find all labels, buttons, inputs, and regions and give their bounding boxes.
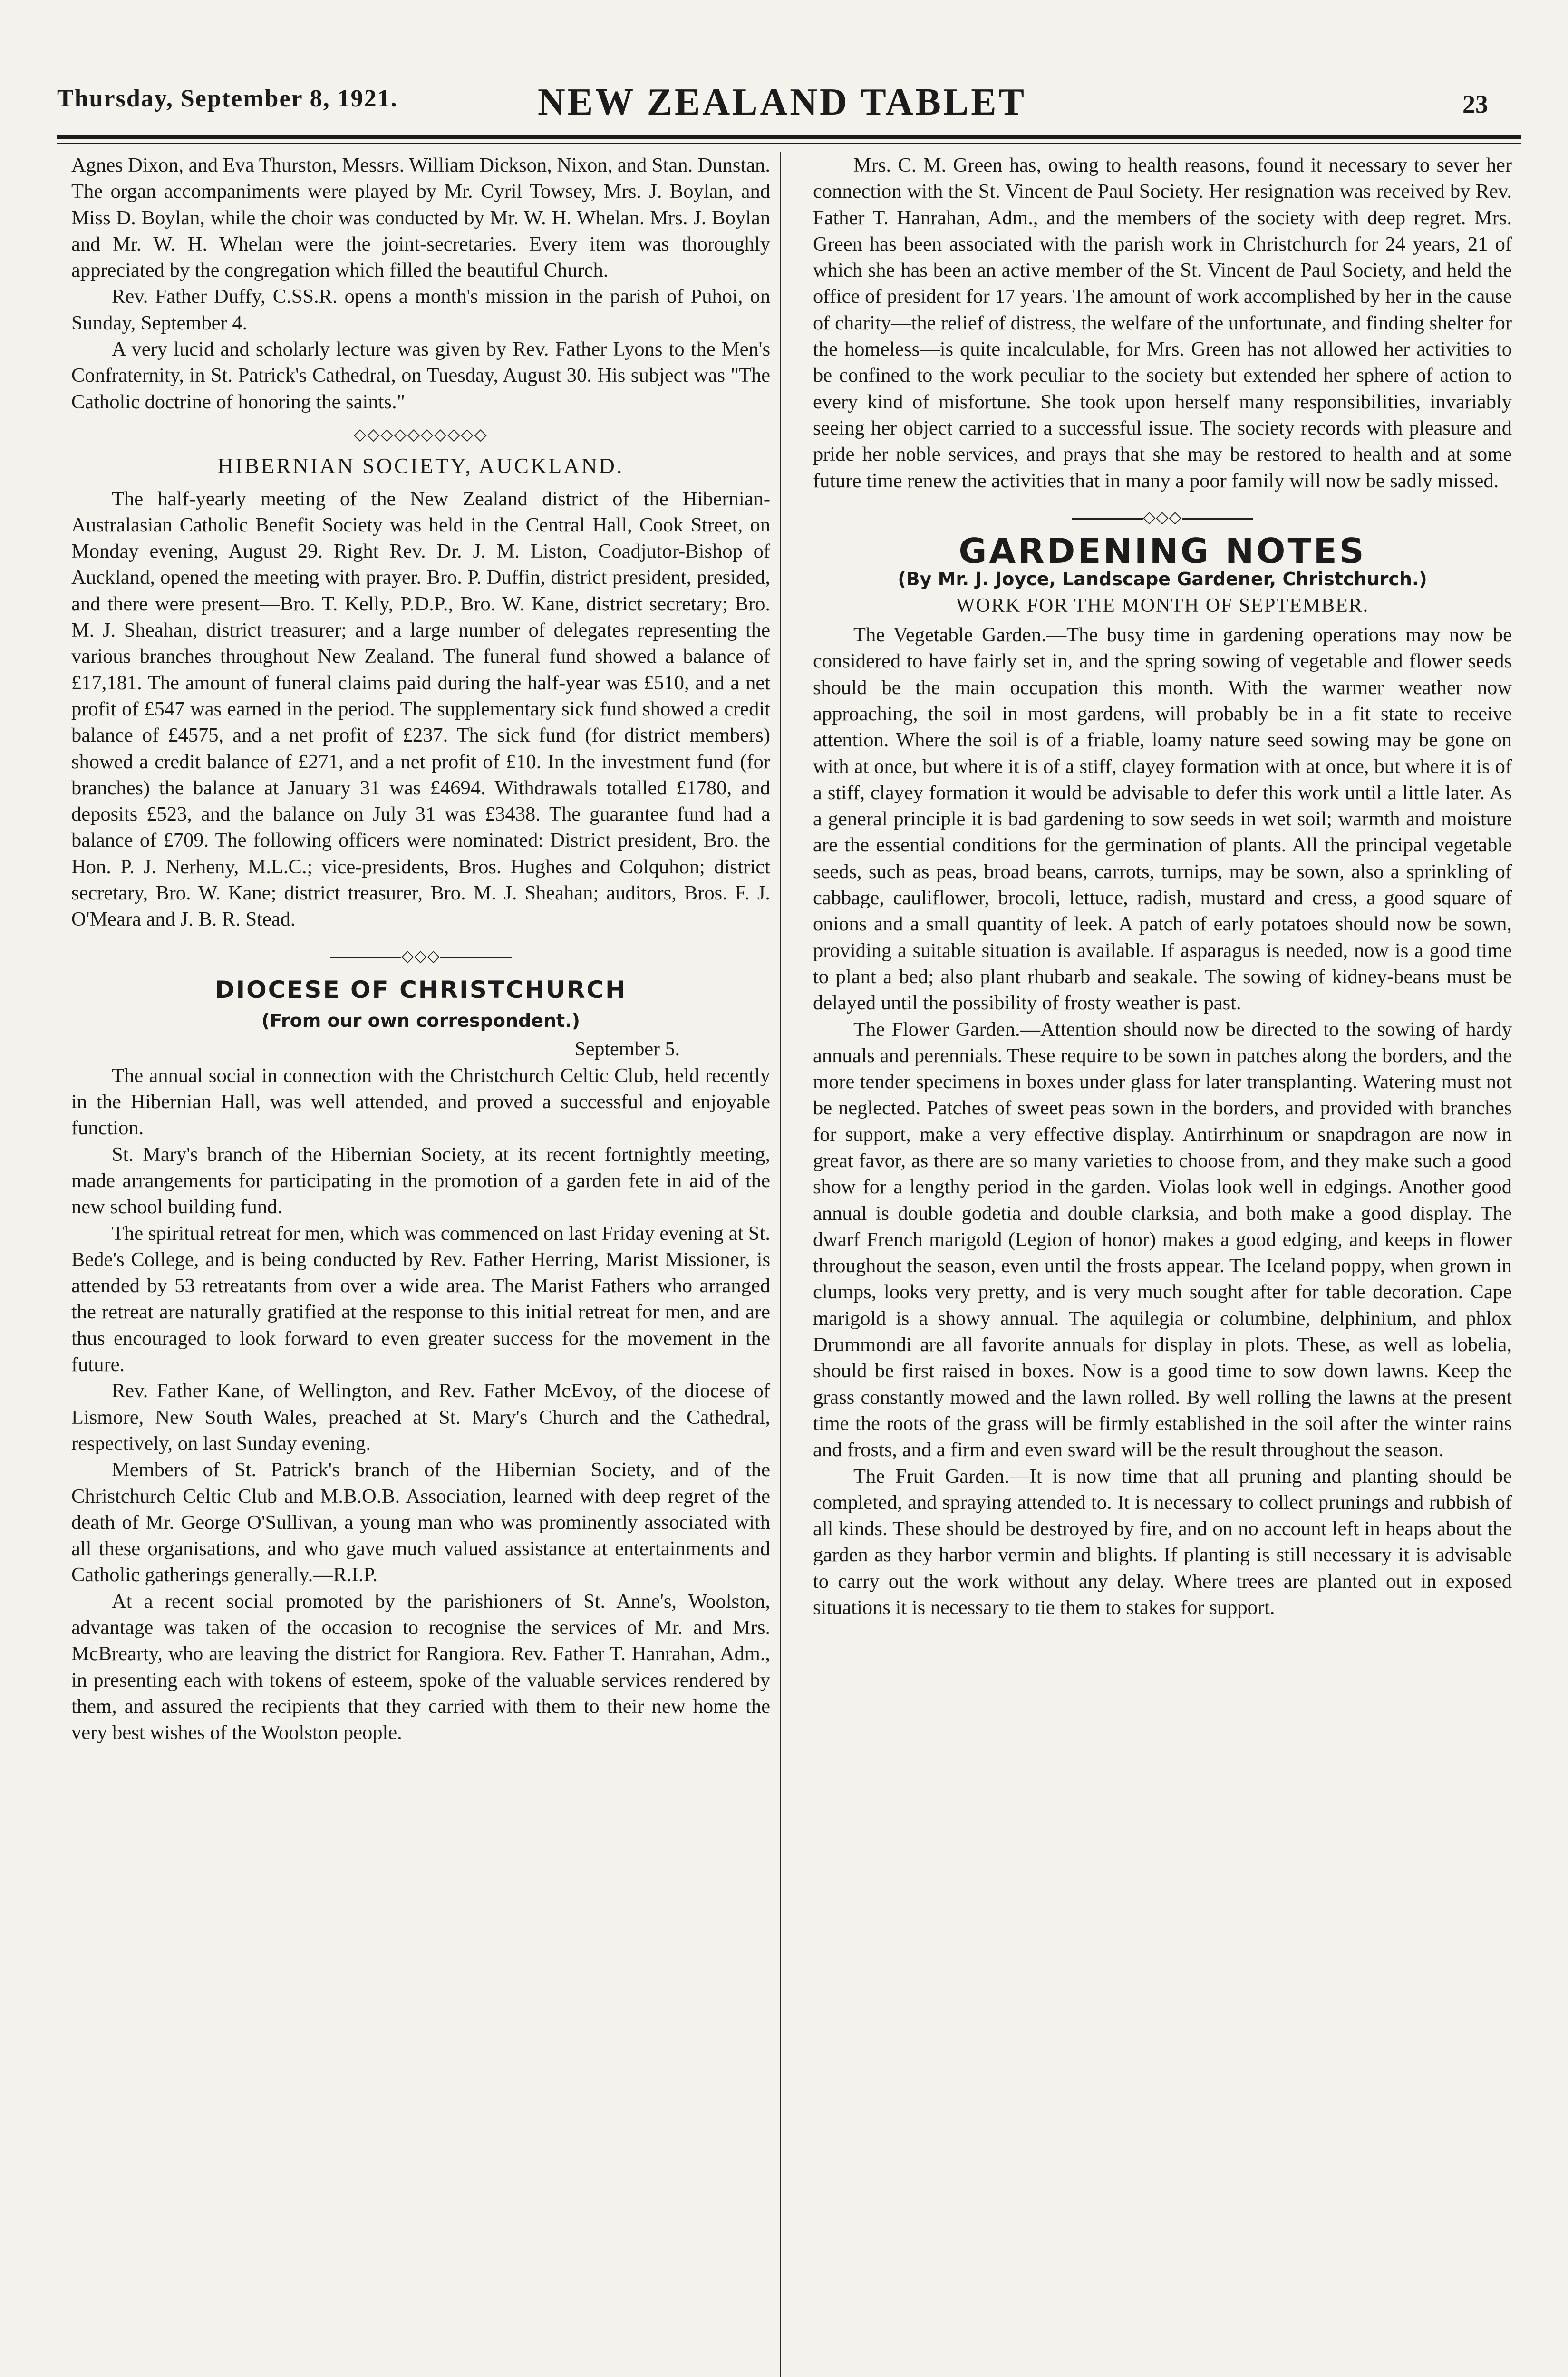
paragraph: Agnes Dixon, and Eva Thurston, Messrs. William Dickson, Nixon, and Stan. Dunstan. The organ accompaniments were played by Mr. Cyril Towsey, Mrs. J. Boylan, and Miss D. Boylan, while the choir was conducted by Mr. W. H. Whelan. Mrs. J. Boylan and Mr. W. H. Whelan were the joint-secretaries. Every item was thoroughly appreciated by the congregation which filled the beautiful Church. [71, 154, 770, 282]
page-header [57, 81, 1507, 133]
dateline: September 5. [574, 1038, 680, 1060]
paragraph: A very lucid and scholarly lecture was given by Rev. Father Lyons to the Men's Confraternity, in St. Patrick's Cathedral, on Tuesday, August 30. His subject was "The Catholic doctrine of honoring the saints." [71, 338, 770, 413]
header-rule [57, 135, 1521, 139]
paragraph: Rev. Father Duffy, C.SS.R. opens a month's mission in the parish of Puhoi, on Sunday, September 4. [71, 285, 770, 334]
paragraph: The annual social in connection with the Christchurch Celtic Club, held recently in the Hibernian Hall, was well attended, and proved a successful and enjoyable function. [71, 1064, 770, 1140]
diamond-ornament: ◇◇◇ [1143, 508, 1182, 526]
paragraph: At a recent social promoted by the parishioners of St. Anne's, Woolston, advantage was taken of the occasion to recognise the services of Mr. and Mrs. McBrearty, who are leaving the district for Rangiora. Rev. Father T. Hanrahan, Adm., in presenting each with tokens of esteem, spoke of the valuable services rendered by them, and assured the recipients that they carried with them to their new home the very best wishes of the Woolston people. [71, 1590, 770, 1744]
section-divider [71, 943, 770, 969]
paragraph: The spiritual retreat for men, which was commenced on last Friday evening at St. Bede's College, and is being conducted by Rev. Father Herring, Marist Missioner, is attended by 53 retreatants from over a wide area. The Marist Fathers who arranged the retreat are naturally gratified at the response to this initial retreat for men, and are thus encouraged to look forward to even greater success for the movement in the future. [71, 1222, 770, 1376]
diocese-subheading: (From our own correspondent.) [261, 1010, 581, 1032]
ornament-divider: ◇◇◇◇◇◇◇◇◇◇ [354, 425, 488, 444]
left-column [71, 152, 770, 1746]
gardening-subheading: WORK FOR THE MONTH OF SEPTEMBER. [956, 594, 1369, 617]
hibernian-heading: HIBERNIAN SOCIETY, AUCKLAND. [217, 454, 624, 478]
column-divider [780, 152, 781, 2377]
paragraph: The half-yearly meeting of the New Zealand district of the Hibernian-Australasian Catholic Benefit Society was held in the Central Hall, Cook Street, on Monday evening, August 29. Right Rev. Dr. J. M. Liston, Coadjutor-Bishop of Auckland, opened the meeting with prayer. Bro. P. Duffin, district president, presided, and there were present—Bro. T. Kelly, P.D.P., Bro. W. Kane, district secretary; Bro. M. J. Sheahan, district treasurer; and a large number of delegates representing the various branches throughout New Zealand. The funeral fund showed a balance of £17,181. The amount of funeral claims paid during the half-year was £510, and a net profit of £547 was earned in the period. The supplementary sick fund showed a credit balance of £4575, and a net profit of £237. The sick fund (for district members) showed a credit balance of £271, and a net profit of £10. In the investment fund (for branches) the balance at January 31 was £4694. Withdrawals totalled £1780, and deposits £523, and the balance on July 31 was £3438. The guarantee fund had a balance of £709. The following officers were nominated: District president, Bro. the Hon. P. J. Nerheny, M.L.C.; vice-presidents, Bros. Hughes and Colquhon; district secretary, Bro. W. Kane; district treasurer, Bro. M. J. Sheahan; auditors, Bros. F. J. O'Meara and J. B. R. Stead. [71, 487, 770, 931]
paragraph: Rev. Father Kane, of Wellington, and Rev. Father McEvoy, of the diocese of Lismore, New South Wales, preached at St. Mary's Church and the Cathedral, respectively, on last Sunday evening. [71, 1380, 770, 1455]
page-number: 23 [1462, 90, 1488, 118]
masthead-title: NEW ZEALAND TABLET [537, 81, 1027, 123]
paragraph: The Fruit Garden.—It is now time that all pruning and planting should be completed, and spraying attended to. It is necessary to collect prunings and rubbish of all kinds. These should be destroyed by fire, and on no account left in heaps about the garden as they harbor vermin and blights. If planting is still necessary it is advisable to carry out the work without any delay. Where trees are planted out in exposed situations it is necessary to tie them to stakes for support. [813, 1465, 1512, 1619]
paragraph: St. Mary's branch of the Hibernian Society, at its recent fortnightly meeting, made arrangements for participating in the promotion of a garden fete in aid of the new school building fund. [71, 1143, 770, 1218]
paragraph: The Vegetable Garden.—The busy time in gardening operations may now be considered to have fairly set in, and the spring sowing of vegetable and flower seeds should be the main occupation this month. With the warmer weather now approaching, the soil in most gardens, will probably be in a fit state to receive attention. Where the soil is of a friable, loamy nature seed sowing may be gone on with at once, but where it is of a stiff, clayey formation with at once, but where it is of a stiff, clayey formation it would be advisable to defer this work until a little later. As a general principle it is bad gardening to sow seeds in wet soil; warmth and moisture are the essential conditions for the germination of plants. All the principal vegetable seeds, such as peas, broad beans, carrots, turnips, may be sown, also a sprinkling of cabbage, cauliflower, brocoli, lettuce, radish, mustard and cress, a good square of onions and a small quantity of leek. A patch of early potatoes should now be sown, providing a suitable situation is available. If asparagus is needed, now is a good time to plant a bed; also plant rhubarb and seakale. The sowing of kidney-beans must be delayed until the possibility of frosty weather is past. [813, 624, 1512, 1015]
gardening-heading: GARDENING NOTES [958, 531, 1366, 571]
diocese-heading: DIOCESE OF CHRISTCHURCH [214, 976, 627, 1004]
paragraph: Mrs. C. M. Green has, owing to health reasons, found it necessary to sever her connection with the St. Vincent de Paul Society. Her resignation was received by Rev. Father T. Hanrahan, Adm., and the members of the society with deep regret. Mrs. Green has been associated with the parish work in Christchurch for 24 years, 21 of which she has been an active member of the St. Vincent de Paul Society, and held the office of president for 17 years. The amount of work accomplished by her in the cause of charity—the relief of distress, the welfare of the unfortunate, and finding shelter for the homeless—is quite incalculable, for Mrs. Green has not allowed her activities to be confined to the work peculiar to the society but extended her sphere of action to every kind of misfortune. She took upon herself many responsibilities, invariably seeing her object carried to a successful issue. The society records with pleasure and pride her noble services, and prays that she may be restored to health and at some future time renew the activities that in many a poor family will now be sadly missed. [813, 154, 1512, 492]
header-rule-thin [57, 143, 1521, 144]
issue-date: Thursday, September 8, 1921. [57, 85, 398, 112]
gardening-byline: (By Mr. J. Joyce, Landscape Gardener, Christchurch.) [898, 569, 1427, 590]
right-column [813, 152, 1512, 1621]
section-divider [813, 504, 1512, 531]
paragraph: Members of St. Patrick's branch of the Hibernian Society, and of the Christchurch Celtic Club and M.B.O.B. Association, learned with deep regret of the death of Mr. George O'Sullivan, a young man who was prominently associated with all these organisations, and who gave much valued assistance at entertainments and Catholic gatherings generally.—R.I.P. [71, 1459, 770, 1586]
paragraph: The Flower Garden.—Attention should now be directed to the sowing of hardy annuals and perennials. These require to be sown in patches along the borders, and the more tender specimens in boxes under glass for later transplanting. Watering must not be neglected. Patches of sweet peas sown in the borders, and provided with branches for support, make a very effective display. Antirrhinum or snapdragon are now in great favor, as there are so many varieties to choose from, and they make such a good show for a lengthy period in the garden. Violas look well in edgings. Another good annual is double godetia and double clarksia, and both make a good display. The dwarf French marigold (Legion of honor) makes a good edging, and keeps in flower throughout the season, even until the frosts appear. The Iceland poppy, when grown in clumps, looks very pretty, and is very much sought after for table decoration. Cape marigold is a showy annual. The aquilegia or columbine, delphinium, and phlox Drummondi are all favorite annuals for display in plots. These, as well as lobelia, should be first raised in boxes. Now is a good time to sow down lawns. Keep the grass constantly mowed and the lawn rolled. By well rolling the lawns at the present time the roots of the grass will be firmly established in the soil after the winter rains and frosts, and a firm and even sward will be the result throughout the season. [813, 1018, 1512, 1461]
diamond-ornament: ◇◇◇ [401, 947, 440, 965]
